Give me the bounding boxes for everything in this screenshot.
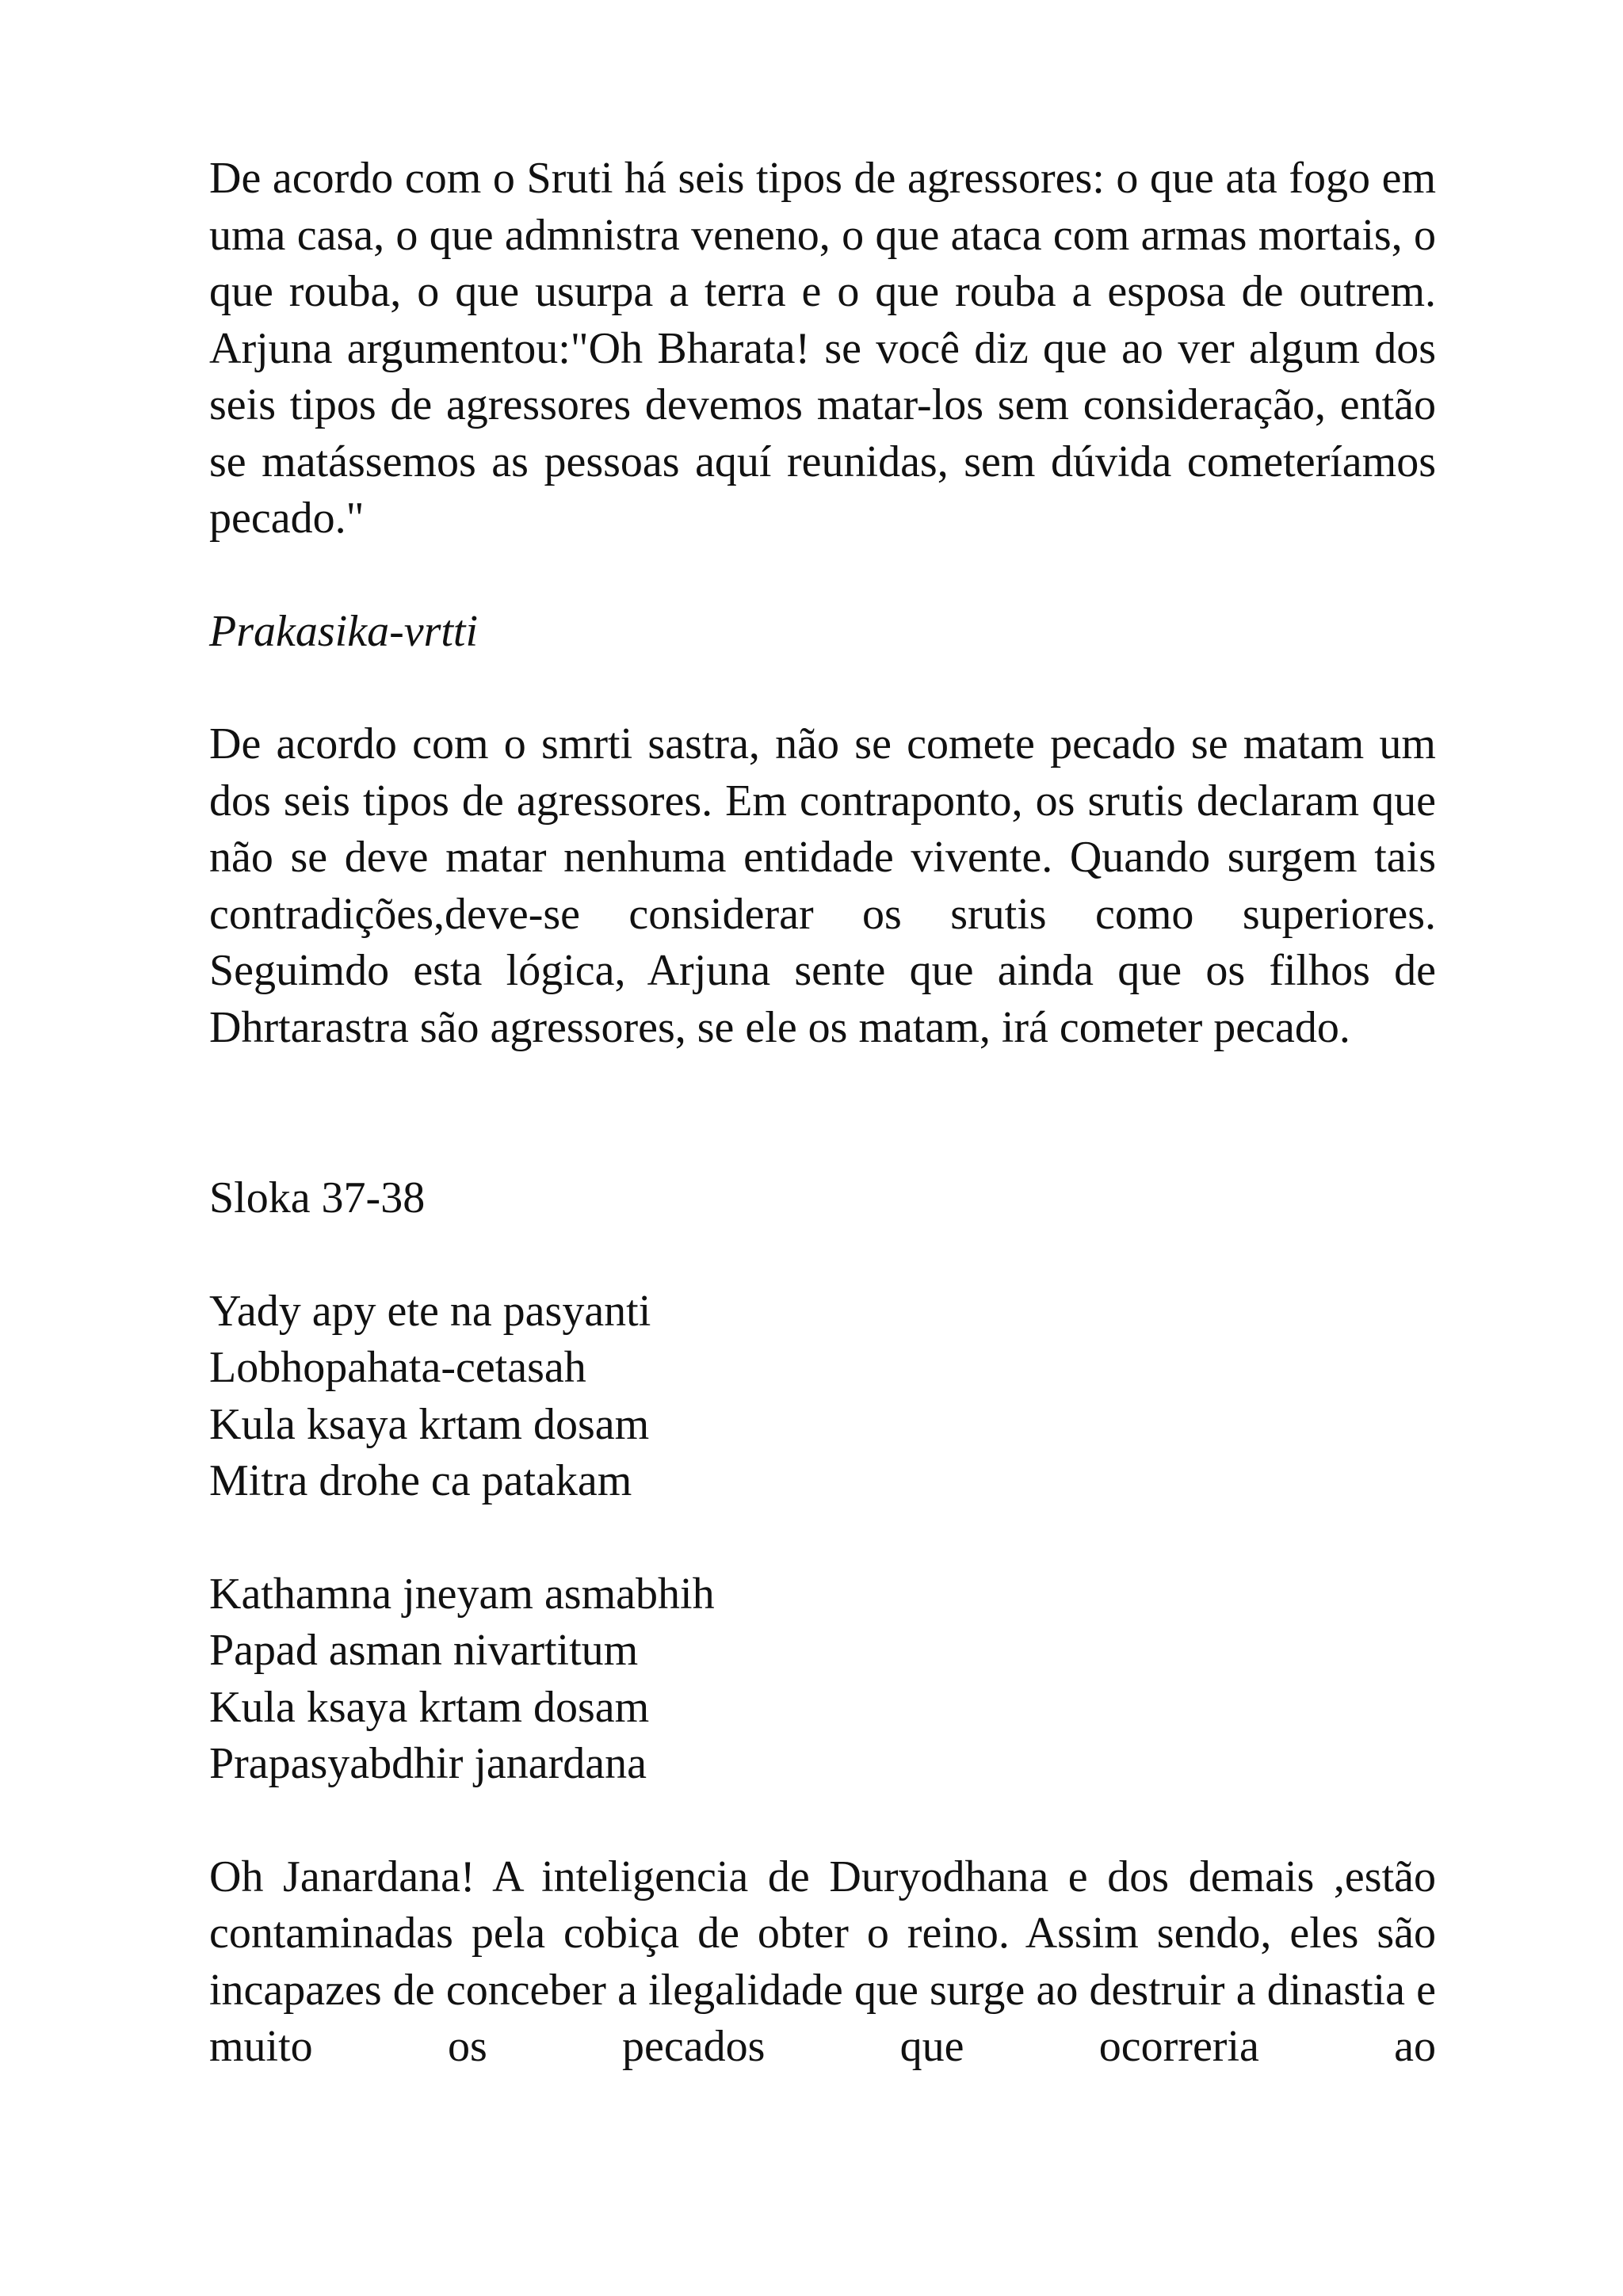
- verse-line: Kula ksaya krtam dosam: [209, 1682, 650, 1732]
- spacer: [209, 1056, 1436, 1170]
- spacer: [209, 660, 1436, 716]
- verse-line: Kula ksaya krtam dosam: [209, 1399, 650, 1449]
- spacer: [209, 1510, 1436, 1566]
- sloka-title: Sloka 37-38: [209, 1173, 426, 1222]
- spacer: [209, 1793, 1436, 1849]
- verse-line: Papad asman nivartitum: [209, 1626, 639, 1675]
- verse-line: Lobhopahata-cetasah: [209, 1343, 586, 1392]
- verse-line: Kathamna jneyam asmabhih: [209, 1569, 715, 1619]
- spacer: [209, 1227, 1436, 1283]
- verse-block-1: [209, 1283, 1436, 1510]
- verse-line: Yady apy ete na pasyanti: [209, 1286, 651, 1336]
- paragraph-agressores: De acordo com o Sruti há seis tipos de agressores: o que ata fogo em uma casa, o que admnistra veneno, o que ataca com armas mortais, o que rouba, o que usurpa a terra e o que rouba a esposa de outrem. Arjuna argumentou:"Oh Bharata! se você diz que ao ver algum dos seis tipos de agressores devemos matar-los sem consideração, então se matássemos as pessoas aquí reunidas, sem dúvida cometeríamos pecado.": [209, 154, 1436, 543]
- verse-line: Prapasyabdhir janardana: [209, 1739, 647, 1788]
- section-heading: Prakasika-vrtti: [209, 606, 479, 656]
- paragraph-smrti-sastra: De acordo com o smrti sastra, não se comete pecado se matam um dos seis tipos de agressores. Em contraponto, os srutis declaram que não se deve matar nenhuma entidade vivente. Quando surgem tais contradições,deve-se considerar os srutis como superiores. Seguimdo esta lógica, Arjuna sente que ainda que os filhos de Dhrtarastra são agressores, se ele os matam, irá cometer pecado.: [209, 719, 1436, 1052]
- spacer: [209, 547, 1436, 604]
- verse-block-2: [209, 1566, 1436, 1793]
- verse-line: Mitra drohe ca patakam: [209, 1456, 632, 1505]
- document-page: [209, 151, 1436, 2076]
- paragraph-janardana: Oh Janardana! A inteligencia de Duryodhana e dos demais ,estão contaminadas pela cobiça de obter o reino. Assim sendo, eles são incapazes de conceber a ilegalidade que surge ao destruir a dinastia e muito os pecados que ocorreria ao: [209, 1852, 1436, 2071]
